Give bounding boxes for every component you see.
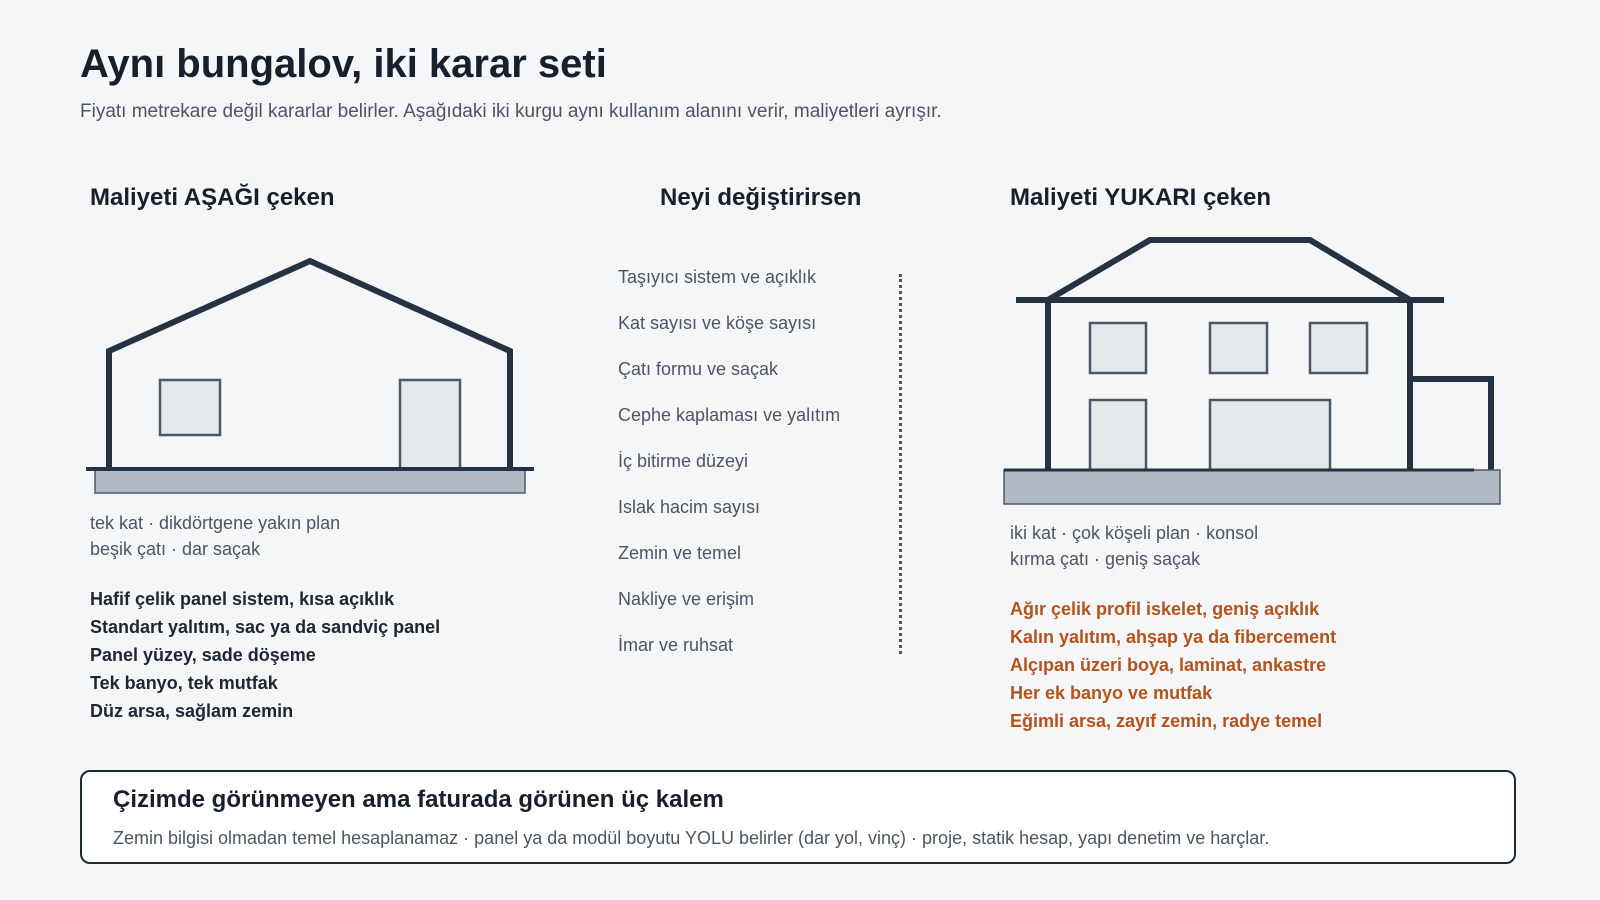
ground-slab [95, 469, 525, 493]
factor-item: Islak hacim sayısı [618, 497, 761, 517]
high-cost-description [1010, 520, 1258, 572]
description-line: beşik çatı · dar saçak [90, 539, 261, 559]
hip-roof [1048, 240, 1410, 300]
low-cost-points [90, 585, 440, 725]
high-cost-point: Kalın yalıtım, ahşap ya da fibercement [1010, 627, 1337, 647]
upper-window [1090, 323, 1146, 373]
house-door [400, 380, 460, 469]
cantilever-annex [1410, 379, 1491, 470]
low-cost-description [90, 510, 340, 562]
upper-window [1310, 323, 1367, 373]
low-cost-point: Panel yüzey, sade döşeme [90, 645, 316, 665]
low-cost-point: Standart yalıtım, sac ya da sandviç panel [90, 617, 441, 637]
factor-item: Kat sayısı ve köşe sayısı [618, 313, 817, 333]
low-cost-heading: Maliyeti AŞAĞI çeken [90, 184, 335, 211]
factors-list [618, 262, 840, 676]
high-cost-point: Her ek banyo ve mutfak [1010, 683, 1213, 703]
factor-item: Nakliye ve erişim [618, 589, 755, 609]
front-door [1090, 400, 1146, 470]
high-cost-point: Ağır çelik profil iskelet, geniş açıklık [1010, 599, 1320, 619]
upper-window [1210, 323, 1267, 373]
factor-item: İç bitirme düzeyi [618, 451, 749, 471]
factor-item: Taşıyıcı sistem ve açıklık [618, 267, 817, 287]
high-cost-points [1010, 595, 1336, 735]
high-cost-point: Eğimli arsa, zayıf zemin, radye temel [1010, 711, 1323, 731]
hidden-costs-text: Zemin bilgisi olmadan temel hesaplanamaz · panel ya da modül boyutu YOLU belirler (dar yol, vinç) · proje, statik hesap, yapı denetim ve harçlar. [113, 828, 1270, 848]
low-cost-point: Tek banyo, tek mutfak [90, 673, 278, 693]
single-storey-house-illustration [84, 255, 536, 500]
high-cost-point: Alçıpan üzeri boya, laminat, ankastre [1010, 655, 1327, 675]
factors-heading: Neyi değiştirirsen [660, 184, 862, 211]
high-cost-heading: Maliyeti YUKARI çeken [1010, 184, 1271, 211]
factor-item: Çatı formu ve saçak [618, 359, 779, 379]
hidden-costs-box [80, 770, 1516, 864]
factor-item: Zemin ve temel [618, 543, 742, 563]
page-title: Aynı bungalov, iki karar seti [80, 42, 607, 86]
hidden-costs-title: Çizimde görünmeyen ama faturada görünen üç kalem [113, 786, 724, 813]
factor-item: İmar ve ruhsat [618, 635, 734, 655]
low-cost-point: Düz arsa, sağlam zemin [90, 701, 294, 721]
two-storey-house-illustration [1000, 234, 1506, 510]
wide-opening [1210, 400, 1330, 470]
description-line: kırma çatı · geniş saçak [1010, 549, 1201, 569]
house-window [160, 380, 220, 435]
description-line: iki kat · çok köşeli plan · konsol [1010, 523, 1259, 543]
factor-item: Cephe kaplaması ve yalıtım [618, 405, 841, 425]
low-cost-point: Hafif çelik panel sistem, kısa açıklık [90, 589, 395, 609]
dotted-divider [899, 274, 902, 654]
page-subtitle: Fiyatı metrekare değil kararlar belirler. Aşağıdaki iki kurgu aynı kullanım alanını verir, maliyetleri ayrışır. [80, 101, 942, 122]
ground-slab [1004, 470, 1500, 504]
description-line: tek kat · dikdörtgene yakın plan [90, 513, 341, 533]
